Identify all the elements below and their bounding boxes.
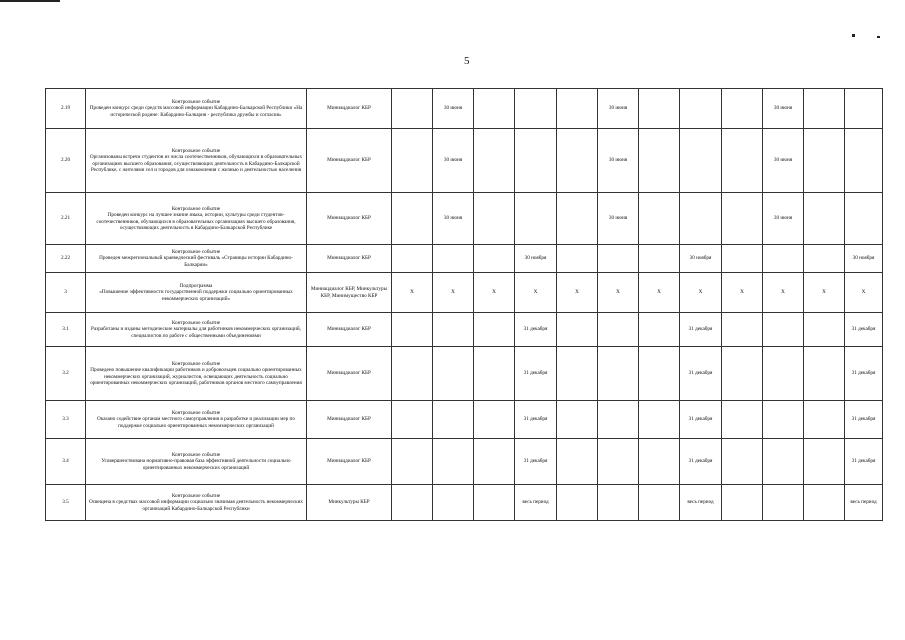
row-number: 3.4 bbox=[46, 439, 86, 485]
schedule-cell bbox=[474, 313, 515, 347]
table-row bbox=[46, 193, 883, 245]
event-type-label: Контрольное событие bbox=[171, 205, 221, 212]
executor-cell: Миннацдиалог КБР bbox=[307, 401, 392, 439]
table-row bbox=[46, 439, 883, 485]
schedule-cell: 31 декабря bbox=[845, 401, 883, 439]
schedule-cell: X bbox=[804, 273, 845, 313]
schedule-cell: X bbox=[433, 273, 474, 313]
event-type-label: Контрольное событие bbox=[171, 409, 221, 416]
schedule-cell: X bbox=[722, 273, 763, 313]
event-text: Оказано содействие органам местного самоуправления в разработке и реализации мер по поддержке социально ориентированных некоммерческих организаций bbox=[97, 416, 295, 429]
executor-cell: Миннацдиалог КБР bbox=[307, 129, 392, 193]
schedule-cell bbox=[433, 313, 474, 347]
event-text: Проведено повышение квалификации работников и добровольцев социально ориентированных некоммерческих организаций, журналистов, освещающих деятельность социально ориентированных некоммерческих организаций, работников органов местного самоуправления bbox=[90, 367, 302, 386]
schedule-cell bbox=[515, 129, 557, 193]
schedule-cell bbox=[433, 485, 474, 521]
table-row bbox=[46, 401, 883, 439]
row-number: 3.3 bbox=[46, 401, 86, 439]
scan-artifact-top-left bbox=[0, 0, 60, 2]
schedule-cell bbox=[804, 89, 845, 129]
schedule-cell: весь период bbox=[680, 485, 722, 521]
row-number: 3.2 bbox=[46, 347, 86, 401]
schedule-cell: 30 июня bbox=[433, 129, 474, 193]
schedule-cell bbox=[474, 439, 515, 485]
schedule-cell: весь период bbox=[845, 485, 883, 521]
schedule-cell bbox=[392, 129, 433, 193]
schedule-cell bbox=[680, 193, 722, 245]
table-row bbox=[46, 129, 883, 193]
schedule-cell bbox=[722, 129, 763, 193]
schedule-cell bbox=[433, 245, 474, 273]
scan-artifact-top-right bbox=[852, 34, 855, 37]
schedule-cell: X bbox=[515, 273, 557, 313]
schedule-cell bbox=[763, 485, 804, 521]
schedule-cell: X bbox=[598, 273, 639, 313]
schedule-cell bbox=[557, 245, 598, 273]
event-description bbox=[86, 313, 307, 347]
row-number: 3 bbox=[46, 273, 86, 313]
event-type-label: Контрольное событие bbox=[171, 451, 221, 458]
schedule-cell: весь период bbox=[515, 485, 557, 521]
schedule-cell bbox=[598, 485, 639, 521]
schedule-cell bbox=[557, 401, 598, 439]
event-type-label: Контрольное событие bbox=[171, 492, 221, 499]
schedule-cell: 31 декабря bbox=[515, 439, 557, 485]
schedule-cell bbox=[392, 245, 433, 273]
schedule-cell bbox=[722, 89, 763, 129]
schedule-cell bbox=[804, 347, 845, 401]
schedule-cell: 31 декабря bbox=[680, 313, 722, 347]
executor-cell: Миннацдиалог КБР bbox=[307, 245, 392, 273]
schedule-cell: 31 декабря bbox=[515, 313, 557, 347]
schedule-cell bbox=[392, 313, 433, 347]
schedule-cell: 30 июня bbox=[763, 89, 804, 129]
schedule-cell: 30 июня bbox=[433, 89, 474, 129]
schedule-cell bbox=[722, 439, 763, 485]
schedule-cell: X bbox=[639, 273, 680, 313]
schedule-cell bbox=[639, 129, 680, 193]
schedule-cell: 31 декабря bbox=[845, 313, 883, 347]
event-text: Проведен межрегиональный краеведческий фестиваль «Страницы истории Кабардино-Балкарии» bbox=[99, 255, 293, 268]
event-type-label: Контрольное событие bbox=[171, 319, 221, 326]
schedule-cell bbox=[474, 129, 515, 193]
schedule-cell bbox=[639, 485, 680, 521]
executor-cell: Миннацдиалог КБР bbox=[307, 313, 392, 347]
schedule-cell: X bbox=[845, 273, 883, 313]
event-type-label: Контрольное событие bbox=[171, 147, 221, 154]
schedule-cell bbox=[680, 129, 722, 193]
schedule-cell bbox=[722, 193, 763, 245]
schedule-cell bbox=[557, 485, 598, 521]
event-type-label: Контрольное событие bbox=[171, 248, 221, 255]
schedule-cell bbox=[722, 401, 763, 439]
event-description bbox=[86, 89, 307, 129]
schedule-cell bbox=[557, 439, 598, 485]
schedule-cell: 30 июня bbox=[598, 129, 639, 193]
schedule-cell bbox=[639, 347, 680, 401]
schedule-table bbox=[45, 88, 883, 521]
schedule-cell bbox=[433, 439, 474, 485]
event-text: Усовершенствована нормативно-правовая база эффективной деятельности социально ориентированных некоммерческих организаций bbox=[101, 458, 291, 471]
row-number: 3.1 bbox=[46, 313, 86, 347]
schedule-cell bbox=[680, 89, 722, 129]
table-row bbox=[46, 485, 883, 521]
schedule-cell bbox=[763, 401, 804, 439]
schedule-cell bbox=[598, 401, 639, 439]
schedule-cell bbox=[598, 347, 639, 401]
event-description bbox=[86, 401, 307, 439]
schedule-cell bbox=[474, 401, 515, 439]
schedule-cell bbox=[639, 245, 680, 273]
schedule-cell bbox=[639, 193, 680, 245]
executor-cell: Миннацдиалог КБР bbox=[307, 193, 392, 245]
schedule-cell: 30 июня bbox=[433, 193, 474, 245]
event-description bbox=[86, 439, 307, 485]
schedule-cell bbox=[392, 485, 433, 521]
schedule-cell: 30 ноября bbox=[515, 245, 557, 273]
table-row bbox=[46, 347, 883, 401]
schedule-cell bbox=[804, 401, 845, 439]
row-number: 2.21 bbox=[46, 193, 86, 245]
event-text: Проведен конкурс на лучшее знание языка, истории, культуры среди студентов-соотечественников, обучающихся в образовательных организациях высшего образования, осуществляющих деятельность в Кабардино-Балкарской Республике bbox=[96, 212, 296, 231]
schedule-cell bbox=[804, 245, 845, 273]
schedule-cell bbox=[598, 245, 639, 273]
schedule-cell bbox=[557, 193, 598, 245]
schedule-cell bbox=[639, 313, 680, 347]
event-text: «Повышение эффективности государственной поддержки социально ориентированных некоммерческих организаций» bbox=[99, 289, 293, 302]
schedule-cell: 30 ноября bbox=[680, 245, 722, 273]
schedule-cell bbox=[392, 401, 433, 439]
schedule-cell: 30 июня bbox=[763, 129, 804, 193]
schedule-cell bbox=[433, 401, 474, 439]
schedule-cell bbox=[845, 129, 883, 193]
schedule-cell bbox=[722, 485, 763, 521]
schedule-cell bbox=[474, 245, 515, 273]
schedule-cell bbox=[639, 89, 680, 129]
schedule-cell bbox=[845, 89, 883, 129]
schedule-cell bbox=[515, 193, 557, 245]
schedule-cell bbox=[722, 313, 763, 347]
schedule-cell bbox=[804, 439, 845, 485]
row-number: 2.20 bbox=[46, 129, 86, 193]
schedule-cell: X bbox=[474, 273, 515, 313]
schedule-cell: 31 декабря bbox=[845, 439, 883, 485]
executor-cell: Миннацдиалог КБР, Минкультуры КБР, Минимущество КБР bbox=[307, 273, 392, 313]
schedule-cell bbox=[474, 89, 515, 129]
schedule-cell: X bbox=[392, 273, 433, 313]
schedule-cell: 31 декабря bbox=[680, 439, 722, 485]
scan-artifact-top-right-2 bbox=[877, 36, 880, 38]
event-type-label: Контрольное событие bbox=[171, 360, 221, 367]
schedule-cell bbox=[557, 347, 598, 401]
schedule-cell bbox=[763, 245, 804, 273]
schedule-cell bbox=[639, 401, 680, 439]
table-row bbox=[46, 273, 883, 313]
schedule-cell bbox=[392, 89, 433, 129]
event-description bbox=[86, 273, 307, 313]
schedule-cell bbox=[392, 439, 433, 485]
schedule-cell bbox=[804, 193, 845, 245]
schedule-cell: 30 июня bbox=[763, 193, 804, 245]
schedule-cell bbox=[845, 193, 883, 245]
schedule-cell bbox=[557, 129, 598, 193]
row-number: 2.19 bbox=[46, 89, 86, 129]
table-row bbox=[46, 245, 883, 273]
schedule-cell: 31 декабря bbox=[680, 347, 722, 401]
schedule-cell: X bbox=[680, 273, 722, 313]
schedule-cell bbox=[433, 347, 474, 401]
executor-cell: Миннацдиалог КБР bbox=[307, 439, 392, 485]
schedule-cell bbox=[763, 347, 804, 401]
event-text: Проведен конкурс среди средств массовой информации Кабардино-Балкарской Республики «На исторической родине: Кабардино-Балкария - республика дружбы и согласия» bbox=[89, 105, 303, 118]
schedule-cell: 31 декабря bbox=[515, 347, 557, 401]
schedule-cell bbox=[722, 347, 763, 401]
schedule-cell bbox=[598, 439, 639, 485]
schedule-cell bbox=[722, 245, 763, 273]
page-number: 5 bbox=[464, 55, 470, 67]
schedule-cell bbox=[804, 485, 845, 521]
executor-cell: Миннацдиалог КБР bbox=[307, 347, 392, 401]
event-description bbox=[86, 129, 307, 193]
schedule-cell bbox=[392, 193, 433, 245]
schedule-cell bbox=[515, 89, 557, 129]
schedule-cell bbox=[474, 485, 515, 521]
schedule-cell bbox=[639, 439, 680, 485]
schedule-cell bbox=[474, 193, 515, 245]
schedule-cell bbox=[804, 129, 845, 193]
schedule-cell bbox=[392, 347, 433, 401]
row-number: 3.5 bbox=[46, 485, 86, 521]
schedule-cell bbox=[804, 313, 845, 347]
table-row bbox=[46, 89, 883, 129]
event-description bbox=[86, 485, 307, 521]
row-number: 2.22 bbox=[46, 245, 86, 273]
schedule-cell bbox=[598, 313, 639, 347]
event-description bbox=[86, 347, 307, 401]
schedule-cell bbox=[474, 347, 515, 401]
schedule-cell: 31 декабря bbox=[845, 347, 883, 401]
event-description bbox=[86, 245, 307, 273]
schedule-cell: X bbox=[763, 273, 804, 313]
schedule-cell: X bbox=[557, 273, 598, 313]
schedule-cell: 30 июня bbox=[598, 89, 639, 129]
executor-cell: Миннацдиалог КБР bbox=[307, 89, 392, 129]
executor-cell: Минкультуры КБР bbox=[307, 485, 392, 521]
event-type-label: Подпрограмма bbox=[179, 282, 213, 289]
schedule-cell: 31 декабря bbox=[680, 401, 722, 439]
event-type-label: Контрольное событие bbox=[171, 98, 221, 105]
event-text: Разработаны и изданы методические материалы для работников некоммерческих организаций, специалистов по работе с общественными объединениями bbox=[91, 326, 301, 339]
event-text: Освещена в средствах массовой информации социально значимая деятельность некоммерческих организаций Кабардино-Балкарской Республики bbox=[88, 499, 304, 512]
schedule-cell: 30 ноября bbox=[845, 245, 883, 273]
table-row bbox=[46, 313, 883, 347]
schedule-cell bbox=[557, 313, 598, 347]
schedule-cell bbox=[763, 439, 804, 485]
event-text: Организованы встречи студентов из числа соотечественников, обучающихся в образовательных организациях высшего образования, осуществляющих деятельность в Кабардино-Балкарской Республике, с жителями сел и городов для ознакомления с жизнью и деятельностью населения bbox=[89, 154, 303, 173]
schedule-cell bbox=[557, 89, 598, 129]
schedule-cell: 30 июня bbox=[598, 193, 639, 245]
schedule-cell: 31 декабря bbox=[515, 401, 557, 439]
schedule-cell bbox=[763, 313, 804, 347]
event-description bbox=[86, 193, 307, 245]
